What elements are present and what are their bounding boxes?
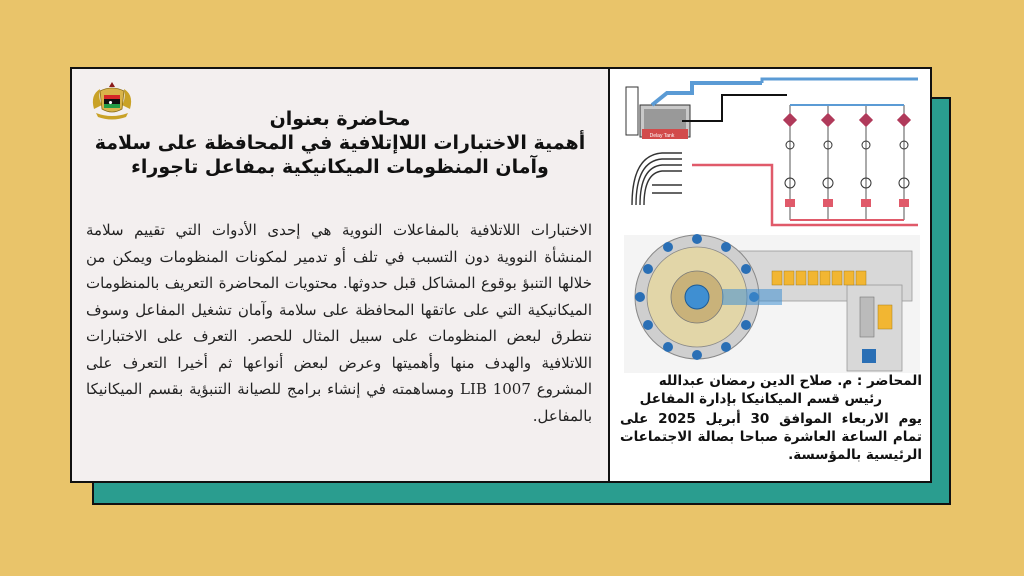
reactor-diagram [622, 75, 922, 375]
lecture-info-panel [72, 69, 610, 481]
announcement-card [70, 67, 932, 483]
diagram-panel [610, 69, 930, 481]
lecturer-title: رئيس قسم الميكانيكا بإدارة المفاعل [639, 391, 882, 407]
lecture-description: الاختبارات اللاتلافية بالمفاعلات النووية هي إحدى الأدوات التي تقييم سلامة المنشأة النووية دون التسبب في تلف أو تدمير لمكونات المنظومات ويمكن من خلالها التنبؤ بوقوع المشاكل قبل حدوثها. محتويات المحاضرة التعريف بالمنظومات الميكانيكية التي على عاتقها المحافظة على سلامة وآمان تشغيل المفاعل وسوف نتطرق لبعض المنظومات على سبيل المثال للحصر. التعرف على الاختبارات اللاتلافية والهدف منها وأهميتها وعرض لبعض أنواعها ثم أخيرا التعرف على المشروع LIB 1007 ومساهمته في إنشاء برامج للصيانة التنبؤية بقسم الميكانيكا بالمفاعل. [86, 221, 592, 425]
heading-line-2: أهمية الاختبارات اللاإتلافية في المحافظة على سلامة [94, 132, 586, 154]
lecturer-name: المحاضر : م. صلاح الدين رمضان عبدالله [658, 373, 922, 389]
heading-line-3: وآمان المنظومات الميكانيكية بمفاعل تاجوراء [131, 156, 549, 178]
lecturer-info [620, 372, 922, 464]
lecture-heading [92, 107, 588, 179]
delay-tank-label: Delay Tank [649, 133, 675, 139]
lecture-date-time: يوم الاربعاء الموافق 30 أبريل 2025 على تمام الساعة العاشرة صباحا بصالة الاجتماعات الرئيسية بالمؤسسة. [620, 411, 922, 463]
heading-line-1: محاضرة بعنوان [269, 108, 411, 130]
